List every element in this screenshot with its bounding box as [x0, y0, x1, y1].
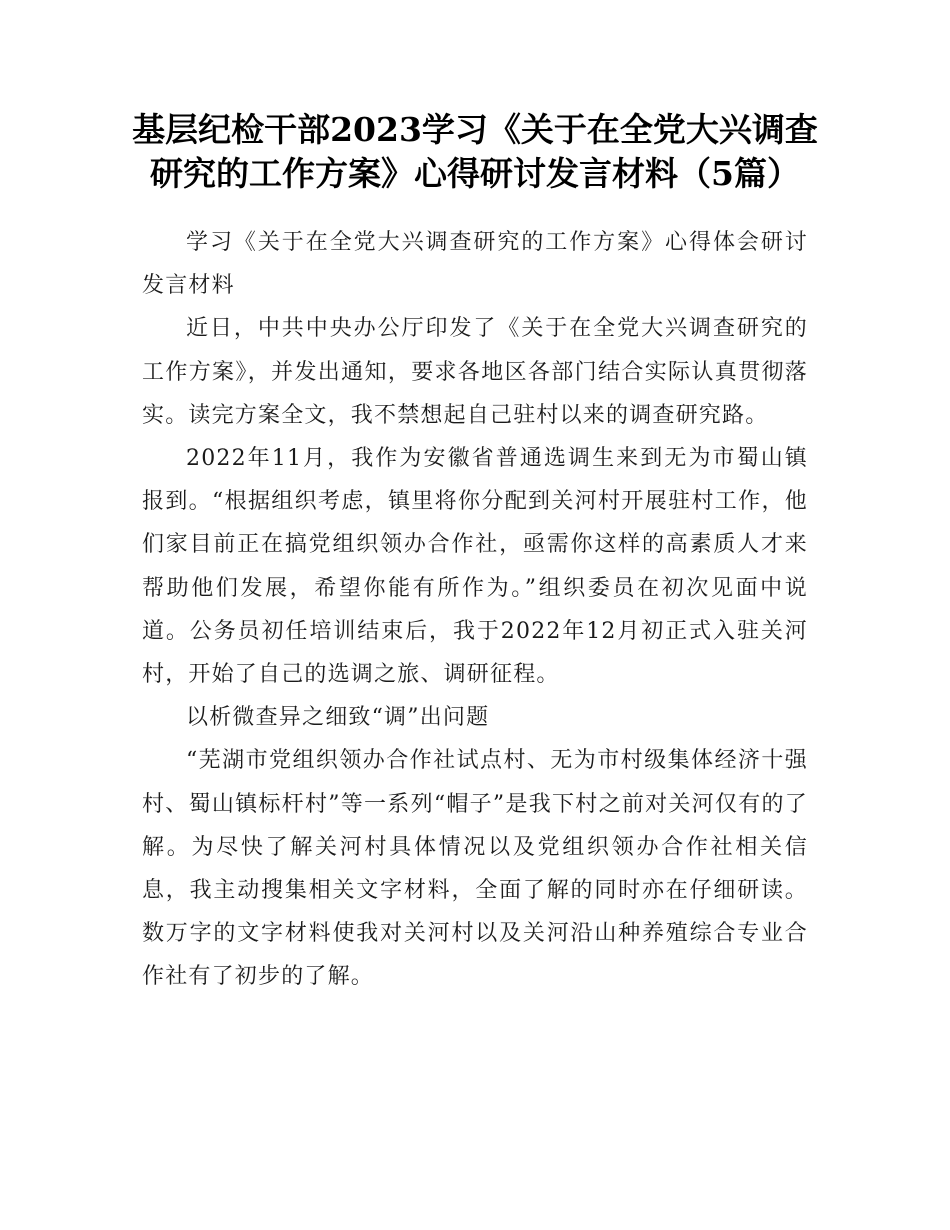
- document-body: [142, 221, 808, 999]
- paragraph-subtitle: 学习《关于在全党大兴调查研究的工作方案》心得体会研讨发言材料: [142, 230, 808, 299]
- paragraph-background: 2022年11月，我作为安徽省普通选调生来到无为市蜀山镇报到。“根据组织考虑，镇里将你分配到关河村开展驻村工作，他们家目前正在搞党组织领办合作社，亟需你这样的高素质人才来帮助他们发展，希望你能有所作为。”组织委员在初次见面中说道。公务员初任培训结束后，我于2022年12月初正式入驻关河村，开始了自己的选调之旅、调研征程。: [142, 446, 808, 688]
- section-heading: 以析微查异之细致“调”出问题: [186, 705, 490, 731]
- paragraph-intro: 近日，中共中央办公厅印发了《关于在全党大兴调查研究的工作方案》，并发出通知，要求各地区各部门结合实际认真贯彻落实。读完方案全文，我不禁想起自己驻村以来的调查研究路。: [142, 316, 808, 428]
- paragraph-research: “芜湖市党组织领办合作社试点村、无为市村级集体经济十强村、蜀山镇标杆村”等一系列“帽子”是我下村之前对关河仅有的了解。为尽快了解关河村具体情况以及党组织领办合作社相关信息，我主动搜集相关文字材料，全面了解的同时亦在仔细研读。数万字的文字材料使我对关河村以及关河沿山种养殖综合专业合作社有了初步的了解。: [142, 748, 808, 990]
- document-title: 基层纪检干部2023学习《关于在全党大兴调查研究的工作方案》心得研讨发言材料（5篇）: [132, 110, 818, 193]
